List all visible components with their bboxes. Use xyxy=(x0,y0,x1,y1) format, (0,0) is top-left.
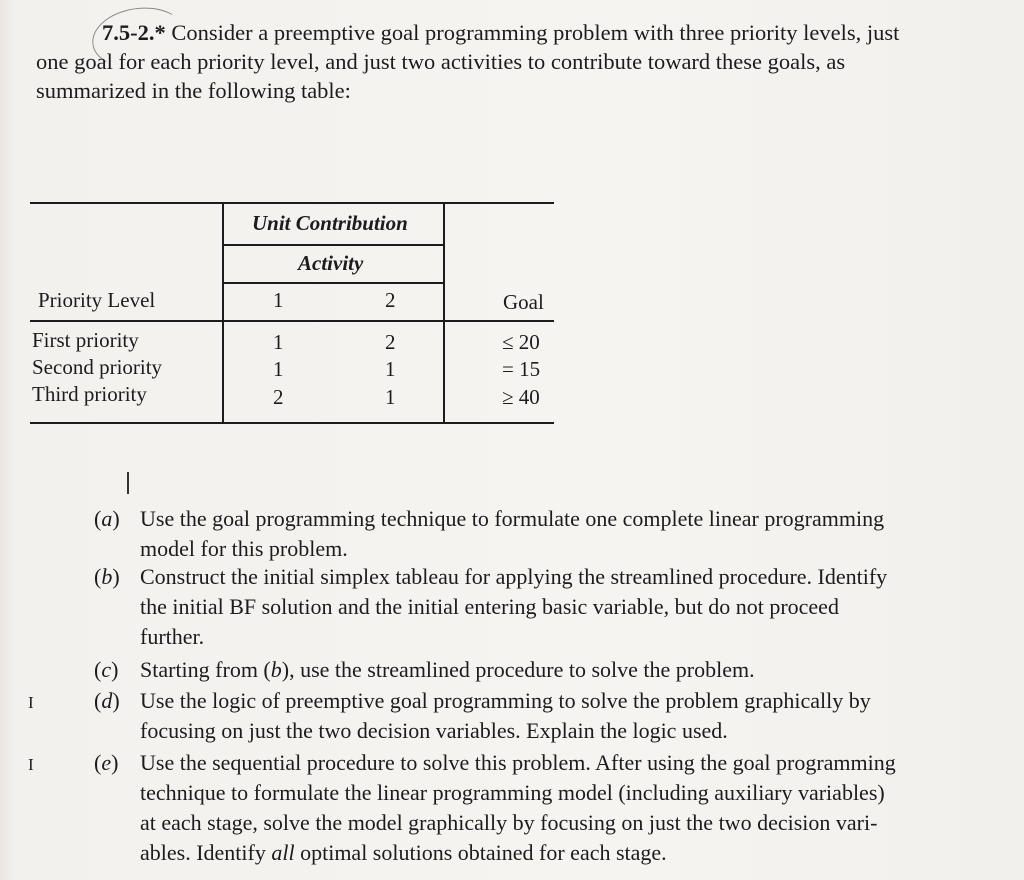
goal-table xyxy=(30,202,554,428)
part-b-line-3: further. xyxy=(140,624,205,649)
row-1-goal: ≤ 20 xyxy=(502,330,540,354)
header-priority-level: Priority Level xyxy=(38,288,156,312)
part-a-text xyxy=(140,504,998,564)
table-header-rule xyxy=(30,320,554,322)
part-a-label: (a) xyxy=(94,506,120,531)
part-e-line-2: technique to formulate the linear programming model (including auxiliary variables) xyxy=(140,780,885,805)
part-e-margin-mark: I xyxy=(28,755,34,774)
part-b-line-2: the initial BF solution and the initial entering basic variable, but do not proceed xyxy=(140,594,839,619)
header-goal: Goal xyxy=(503,290,544,314)
part-e-label: (e) xyxy=(94,750,119,775)
row-1-label: First priority xyxy=(32,328,139,352)
row-1-activity-1: 1 xyxy=(273,330,284,354)
part-e-line-1: Use the sequential procedure to solve this problem. After using the goal programming xyxy=(140,750,896,775)
row-3-label: Third priority xyxy=(32,382,147,406)
intro-line-1 xyxy=(36,18,1006,47)
part-d-line-2: focusing on just the two decision variables. Explain the logic used. xyxy=(140,718,728,743)
part-c-line-1: Starting from (b), use the streamlined procedure to solve the problem. xyxy=(140,657,755,682)
intro-line-3: summarized in the following table: xyxy=(36,78,351,103)
problem-number: 7.5-2.* xyxy=(102,20,166,45)
part-e-line-4: ables. Identify all optimal solutions obtained for each stage. xyxy=(140,840,667,865)
table-unit-contribution-rule xyxy=(222,244,444,246)
table-top-rule xyxy=(30,202,554,204)
table-vrule-right xyxy=(443,202,445,424)
header-unit-contribution: Unit Contribution xyxy=(252,211,408,235)
part-d-line-1: Use the logic of preemptive goal programming to solve the problem graphically by xyxy=(140,688,871,713)
part-c-label: (c) xyxy=(94,657,119,682)
part-e-text xyxy=(140,748,998,868)
row-2-label: Second priority xyxy=(32,355,163,379)
part-b-line-1: Construct the initial simplex tableau for applying the streamlined procedure. Identify xyxy=(140,564,888,589)
intro-text-1: Consider a preemptive goal programming problem with three priority levels, just xyxy=(171,20,900,45)
part-d-text xyxy=(140,686,998,746)
row-3-activity-2: 1 xyxy=(385,385,396,409)
row-2-activity-2: 1 xyxy=(385,357,396,381)
part-e-line-3: at each stage, solve the model graphically by focusing on just the two decision vari- xyxy=(140,810,878,835)
problem-statement xyxy=(36,18,1006,105)
row-1-activity-2: 2 xyxy=(385,330,396,354)
part-d-label: (d) xyxy=(94,688,120,713)
header-activity: Activity xyxy=(298,251,364,275)
row-3-goal: ≥ 40 xyxy=(502,385,540,409)
row-3-activity-1: 2 xyxy=(273,385,284,409)
part-b-text xyxy=(140,562,998,652)
table-vrule-left xyxy=(222,202,224,424)
header-activity-1: 1 xyxy=(273,288,284,312)
pencil-tick-mark xyxy=(127,472,129,494)
row-2-activity-1: 1 xyxy=(273,357,284,381)
part-b-label: (b) xyxy=(94,564,120,589)
table-activity-rule xyxy=(222,282,444,284)
intro-line-2: one goal for each priority level, and just two activities to contribute toward these goals, as xyxy=(36,49,846,74)
part-a-line-1: Use the goal programming technique to formulate one complete linear programming xyxy=(140,506,885,531)
part-c-text xyxy=(140,655,998,685)
part-a-line-2: model for this problem. xyxy=(140,536,348,561)
part-d-margin-mark: I xyxy=(28,693,34,712)
row-2-goal: = 15 xyxy=(502,357,541,381)
header-activity-2: 2 xyxy=(385,288,396,312)
table-bottom-rule xyxy=(30,422,554,424)
